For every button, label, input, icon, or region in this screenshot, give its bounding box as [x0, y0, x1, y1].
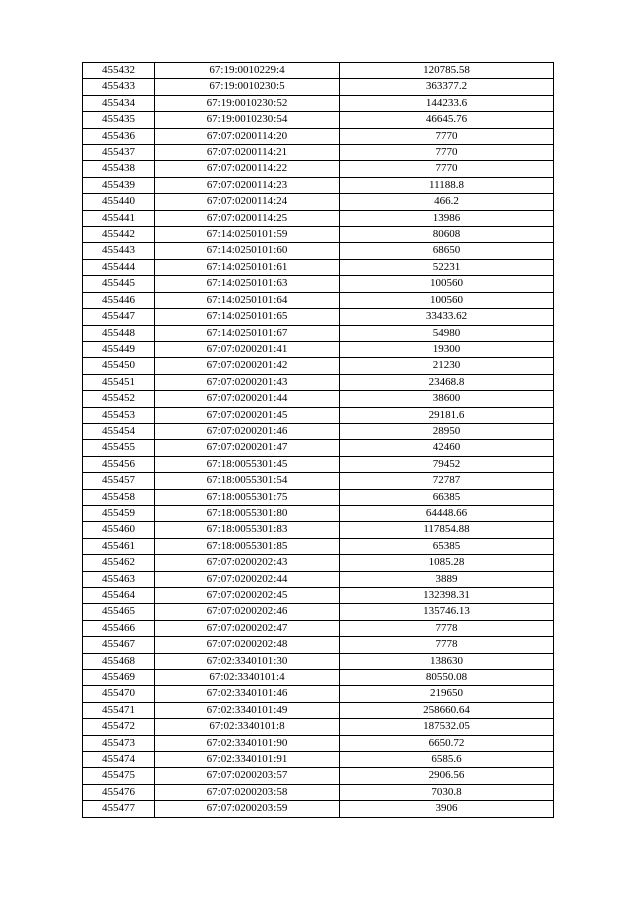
table-row: [83, 719, 554, 735]
cadastral-number-cell: 67:19:0010230:5: [155, 79, 340, 95]
table-row: [83, 112, 554, 128]
cadastral-value-cell: 19300: [340, 341, 554, 357]
table-row: [83, 79, 554, 95]
cadastral-value-cell: 120785.58: [340, 63, 554, 79]
row-number-cell: 455455: [83, 440, 155, 456]
table-row: [83, 784, 554, 800]
cadastral-number-cell: 67:07:0200114:21: [155, 145, 340, 161]
cadastral-value-cell: 29181.6: [340, 407, 554, 423]
table-row: [83, 653, 554, 669]
row-number-cell: 455453: [83, 407, 155, 423]
row-number-cell: 455448: [83, 325, 155, 341]
cadastral-number-cell: 67:07:0200201:41: [155, 341, 340, 357]
row-number-cell: 455446: [83, 292, 155, 308]
cadastral-number-cell: 67:14:0250101:64: [155, 292, 340, 308]
row-number-cell: 455434: [83, 95, 155, 111]
row-number-cell: 455450: [83, 358, 155, 374]
table-row: [83, 128, 554, 144]
table-row: [83, 538, 554, 554]
row-number-cell: 455461: [83, 538, 155, 554]
table-row: [83, 374, 554, 390]
row-number-cell: 455456: [83, 456, 155, 472]
table-row: [83, 391, 554, 407]
table-row: [83, 259, 554, 275]
cadastral-number-cell: 67:18:0055301:75: [155, 489, 340, 505]
row-number-cell: 455440: [83, 194, 155, 210]
cadastral-value-cell: 33433.62: [340, 309, 554, 325]
row-number-cell: 455474: [83, 752, 155, 768]
row-number-cell: 455473: [83, 735, 155, 751]
cadastral-number-cell: 67:14:0250101:61: [155, 259, 340, 275]
cadastral-number-cell: 67:14:0250101:67: [155, 325, 340, 341]
row-number-cell: 455442: [83, 227, 155, 243]
row-number-cell: 455458: [83, 489, 155, 505]
cadastral-value-cell: 144233.6: [340, 95, 554, 111]
cadastral-number-cell: 67:02:3340101:90: [155, 735, 340, 751]
table-row: [83, 145, 554, 161]
cadastral-value-cell: 79452: [340, 456, 554, 472]
table-row: [83, 637, 554, 653]
table-row: [83, 670, 554, 686]
cadastral-value-cell: 7030.8: [340, 784, 554, 800]
table-row: [83, 555, 554, 571]
row-number-cell: 455468: [83, 653, 155, 669]
cadastral-number-cell: 67:07:0200114:25: [155, 210, 340, 226]
cadastral-number-cell: 67:18:0055301:45: [155, 456, 340, 472]
cadastral-value-cell: 42460: [340, 440, 554, 456]
cadastral-value-cell: 66385: [340, 489, 554, 505]
row-number-cell: 455476: [83, 784, 155, 800]
table-row: [83, 522, 554, 538]
cadastral-value-cell: 13986: [340, 210, 554, 226]
cadastral-value-cell: 7778: [340, 637, 554, 653]
row-number-cell: 455447: [83, 309, 155, 325]
row-number-cell: 455451: [83, 374, 155, 390]
table-row: [83, 423, 554, 439]
table-row: [83, 686, 554, 702]
cadastral-number-cell: 67:02:3340101:46: [155, 686, 340, 702]
row-number-cell: 455470: [83, 686, 155, 702]
table-row: [83, 702, 554, 718]
table-row: [83, 210, 554, 226]
cadastral-number-cell: 67:07:0200201:46: [155, 423, 340, 439]
cadastral-number-cell: 67:07:0200201:42: [155, 358, 340, 374]
cadastral-number-cell: 67:14:0250101:63: [155, 276, 340, 292]
cadastral-number-cell: 67:02:3340101:4: [155, 670, 340, 686]
row-number-cell: 455432: [83, 63, 155, 79]
table-row: [83, 309, 554, 325]
cadastral-number-cell: 67:02:3340101:30: [155, 653, 340, 669]
table-row: [83, 505, 554, 521]
row-number-cell: 455433: [83, 79, 155, 95]
cadastral-value-cell: 100560: [340, 292, 554, 308]
cadastral-number-cell: 67:02:3340101:91: [155, 752, 340, 768]
cadastral-number-cell: 67:18:0055301:80: [155, 505, 340, 521]
cadastral-value-cell: 3906: [340, 801, 554, 817]
table-row: [83, 292, 554, 308]
table-row: [83, 325, 554, 341]
cadastral-value-cell: 466.2: [340, 194, 554, 210]
table-row: [83, 407, 554, 423]
cadastral-value-cell: 38600: [340, 391, 554, 407]
table-row: [83, 161, 554, 177]
table-row: [83, 456, 554, 472]
row-number-cell: 455445: [83, 276, 155, 292]
row-number-cell: 455444: [83, 259, 155, 275]
cadastral-value-cell: 52231: [340, 259, 554, 275]
cadastral-number-cell: 67:07:0200114:20: [155, 128, 340, 144]
cadastral-value-cell: 80608: [340, 227, 554, 243]
table-row: [83, 243, 554, 259]
cadastral-number-cell: 67:07:0200202:44: [155, 571, 340, 587]
cadastral-number-cell: 67:07:0200114:22: [155, 161, 340, 177]
table-row: [83, 752, 554, 768]
cadastral-value-cell: 80550.08: [340, 670, 554, 686]
table-row: [83, 571, 554, 587]
table-row: [83, 95, 554, 111]
cadastral-value-cell: 11188.8: [340, 177, 554, 193]
cadastral-value-cell: 72787: [340, 473, 554, 489]
cadastral-number-cell: 67:07:0200202:47: [155, 620, 340, 636]
cadastral-number-cell: 67:02:3340101:49: [155, 702, 340, 718]
row-number-cell: 455437: [83, 145, 155, 161]
table-row: [83, 473, 554, 489]
cadastral-number-cell: 67:19:0010230:54: [155, 112, 340, 128]
row-number-cell: 455452: [83, 391, 155, 407]
cadastral-value-cell: 65385: [340, 538, 554, 554]
cadastral-value-cell: 2906.56: [340, 768, 554, 784]
row-number-cell: 455469: [83, 670, 155, 686]
cadastral-value-cell: 1085.28: [340, 555, 554, 571]
cadastral-value-cell: 100560: [340, 276, 554, 292]
cadastral-number-cell: 67:07:0200114:23: [155, 177, 340, 193]
table-row: [83, 358, 554, 374]
cadastral-value-cell: 258660.64: [340, 702, 554, 718]
row-number-cell: 455460: [83, 522, 155, 538]
cadastral-number-cell: 67:07:0200201:44: [155, 391, 340, 407]
cadastral-number-cell: 67:07:0200203:58: [155, 784, 340, 800]
table-row: [83, 604, 554, 620]
table-row: [83, 735, 554, 751]
row-number-cell: 455463: [83, 571, 155, 587]
row-number-cell: 455436: [83, 128, 155, 144]
cadastral-value-cell: 7770: [340, 161, 554, 177]
cadastral-value-cell: 6650.72: [340, 735, 554, 751]
cadastral-value-cell: 7770: [340, 128, 554, 144]
row-number-cell: 455449: [83, 341, 155, 357]
cadastral-value-cell: 21230: [340, 358, 554, 374]
row-number-cell: 455441: [83, 210, 155, 226]
cadastral-number-cell: 67:07:0200203:57: [155, 768, 340, 784]
table-row: [83, 63, 554, 79]
cadastral-value-cell: 28950: [340, 423, 554, 439]
row-number-cell: 455471: [83, 702, 155, 718]
table-row: [83, 801, 554, 817]
table-row: [83, 194, 554, 210]
row-number-cell: 455472: [83, 719, 155, 735]
cadastral-number-cell: 67:19:0010230:52: [155, 95, 340, 111]
cadastral-value-cell: 187532.05: [340, 719, 554, 735]
row-number-cell: 455459: [83, 505, 155, 521]
table-row: [83, 489, 554, 505]
row-number-cell: 455465: [83, 604, 155, 620]
cadastral-number-cell: 67:18:0055301:83: [155, 522, 340, 538]
table-row: [83, 276, 554, 292]
cadastral-number-cell: 67:07:0200202:43: [155, 555, 340, 571]
cadastral-value-cell: 135746.13: [340, 604, 554, 620]
row-number-cell: 455475: [83, 768, 155, 784]
cadastral-value-cell: 23468.8: [340, 374, 554, 390]
row-number-cell: 455466: [83, 620, 155, 636]
cadastral-value-cell: 46645.76: [340, 112, 554, 128]
cadastral-value-cell: 3889: [340, 571, 554, 587]
cadastral-number-cell: 67:07:0200202:48: [155, 637, 340, 653]
cadastral-number-cell: 67:18:0055301:85: [155, 538, 340, 554]
cadastral-value-cell: 117854.88: [340, 522, 554, 538]
cadastral-value-cell: 219650: [340, 686, 554, 702]
table-body: [83, 63, 554, 818]
row-number-cell: 455477: [83, 801, 155, 817]
cadastral-value-cell: 68650: [340, 243, 554, 259]
table-row: [83, 227, 554, 243]
cadastral-value-cell: 7778: [340, 620, 554, 636]
row-number-cell: 455443: [83, 243, 155, 259]
row-number-cell: 455462: [83, 555, 155, 571]
table-row: [83, 768, 554, 784]
cadastral-number-cell: 67:07:0200114:24: [155, 194, 340, 210]
cadastral-number-cell: 67:19:0010229:4: [155, 63, 340, 79]
row-number-cell: 455439: [83, 177, 155, 193]
cadastral-value-table: [82, 62, 554, 818]
cadastral-number-cell: 67:02:3340101:8: [155, 719, 340, 735]
row-number-cell: 455435: [83, 112, 155, 128]
cadastral-value-cell: 7770: [340, 145, 554, 161]
table-row: [83, 341, 554, 357]
cadastral-number-cell: 67:14:0250101:59: [155, 227, 340, 243]
cadastral-value-cell: 363377.2: [340, 79, 554, 95]
cadastral-number-cell: 67:14:0250101:65: [155, 309, 340, 325]
cadastral-value-cell: 54980: [340, 325, 554, 341]
table-row: [83, 440, 554, 456]
cadastral-value-cell: 6585.6: [340, 752, 554, 768]
table-row: [83, 588, 554, 604]
cadastral-number-cell: 67:07:0200202:45: [155, 588, 340, 604]
cadastral-value-cell: 64448.66: [340, 505, 554, 521]
cadastral-number-cell: 67:14:0250101:60: [155, 243, 340, 259]
cadastral-value-cell: 132398.31: [340, 588, 554, 604]
row-number-cell: 455438: [83, 161, 155, 177]
cadastral-number-cell: 67:07:0200201:43: [155, 374, 340, 390]
cadastral-value-cell: 138630: [340, 653, 554, 669]
row-number-cell: 455467: [83, 637, 155, 653]
row-number-cell: 455457: [83, 473, 155, 489]
cadastral-number-cell: 67:07:0200201:47: [155, 440, 340, 456]
cadastral-number-cell: 67:07:0200202:46: [155, 604, 340, 620]
cadastral-number-cell: 67:07:0200201:45: [155, 407, 340, 423]
cadastral-number-cell: 67:18:0055301:54: [155, 473, 340, 489]
row-number-cell: 455464: [83, 588, 155, 604]
table-row: [83, 620, 554, 636]
row-number-cell: 455454: [83, 423, 155, 439]
cadastral-number-cell: 67:07:0200203:59: [155, 801, 340, 817]
table-row: [83, 177, 554, 193]
